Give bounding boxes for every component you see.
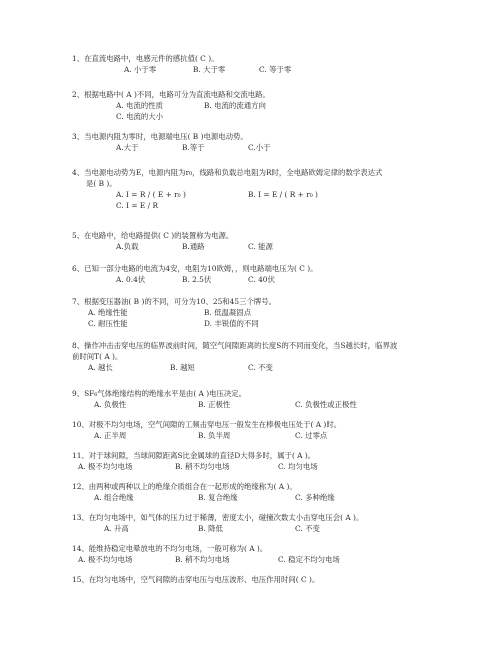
- question-options: [72, 241, 472, 252]
- option-c: C. 不变: [248, 363, 273, 372]
- question-options: [72, 142, 472, 153]
- option-b: B. 正极性: [198, 400, 231, 409]
- option-d: D. 丰锐值的不同: [204, 319, 259, 328]
- option-b: B. 越短: [170, 363, 195, 372]
- question-stem: 14、能维持稳定电晕放电的不均匀电场，一般可称为( A )。: [72, 544, 268, 553]
- question-options-row2: [72, 200, 472, 211]
- question-stem: 3、当电源内阻为零时，电源端电压( B )电源电动势。: [72, 132, 248, 141]
- question-options: [72, 554, 472, 565]
- question-options: [72, 523, 472, 534]
- question-10: [72, 419, 472, 441]
- option-a: A. 负极性: [94, 400, 127, 409]
- question-stem: 2、根据电路中( A )不同，电路可分为直流电路和交流电路。: [72, 90, 270, 99]
- question-stem: 10、对极不均匀电场，空气间隙的工频击穿电压一般发生在棒极电压处于( A )时。: [72, 420, 342, 429]
- option-b: B. 2.5伏: [182, 275, 212, 284]
- question-5: [72, 230, 472, 252]
- question-options-row2: [72, 318, 472, 329]
- option-a: A. I = R / ( E + r₀ ): [116, 190, 186, 199]
- option-c: C. 负极性或正极性: [295, 400, 357, 409]
- option-a: A. 小于零: [124, 65, 157, 74]
- option-b: B. 低温凝固点: [204, 308, 252, 317]
- option-b: B. I = E / ( R + r₀ ): [248, 190, 318, 199]
- option-c: C. 过零点: [295, 431, 328, 440]
- option-c: C.小于: [248, 143, 271, 152]
- option-b: B. 负半周: [198, 431, 231, 440]
- option-c: C. 电流的大小: [116, 112, 164, 121]
- option-c: C. 能源: [248, 242, 273, 251]
- question-8: [72, 340, 472, 373]
- question-stem: 7、根据变压器油( B )的不同，可分为10、25和45三个牌号。: [72, 297, 277, 306]
- option-a: A. 极不均匀电场: [78, 462, 133, 471]
- question-12: [72, 481, 472, 503]
- question-3: [72, 131, 472, 153]
- question-13: [72, 512, 472, 534]
- question-options: [72, 492, 472, 503]
- option-b: B. 复合绝缘: [198, 493, 238, 502]
- option-c: C. 多种绝缘: [295, 493, 335, 502]
- question-options: [72, 430, 472, 441]
- question-1: [72, 53, 472, 75]
- question-stem: 13、在均匀电场中，如气体的压力过于稀薄，密度太小，碰撞次数太小击穿电压会( A )。: [72, 513, 364, 522]
- question-stem: 4、当电源电动势为E，电源内阻为r₀，线路和负载总电阻为R时，全电路欧姆定律的数学表达式: [72, 168, 383, 177]
- option-b: B. 大于零: [193, 65, 226, 74]
- question-options: [72, 307, 472, 318]
- question-stem: 1、在直流电路中，电感元件的感抗值( C )。: [72, 54, 219, 63]
- question-4: [72, 167, 472, 211]
- question-stem: 8、操作冲击击穿电压的临界波前时间，随空气间隙距离的长度S的不同而变化，当S越长时，临界波: [72, 341, 398, 350]
- question-options: [72, 189, 472, 200]
- option-a: A. 0.4伏: [116, 275, 146, 284]
- option-a: A. 极不均匀电场: [78, 555, 133, 564]
- question-stem: 5、在电路中，给电路提供( C )的装置称为电源。: [72, 231, 234, 240]
- option-a: A. 组合绝缘: [94, 493, 134, 502]
- option-c: C. 稳定不均匀电场: [278, 555, 340, 564]
- question-stem: 15、在均匀电场中，空气间隙的击穿电压与电压波形、电压作用时间( C )。: [72, 575, 320, 584]
- question-2: [72, 89, 472, 122]
- option-b: B. 稍不均匀电场: [175, 555, 230, 564]
- question-options: [72, 362, 472, 373]
- question-14: [72, 543, 472, 565]
- option-c: C. 均匀电场: [278, 462, 318, 471]
- question-stem: 11、对于球间隙，当球间隙距离S比金属球的直径D大得多时，属于( A )。: [72, 451, 316, 460]
- option-c: C. I = E / R: [116, 201, 159, 210]
- question-stem: 12、由两种或两种以上的绝缘介质组合在一起形成的绝缘称为( A )。: [72, 482, 297, 491]
- option-c: C. 等于零: [259, 65, 292, 74]
- option-c: C. 不变: [295, 524, 320, 533]
- question-9: [72, 388, 472, 410]
- option-a: A. 正半周: [94, 431, 127, 440]
- question-options-row2: [72, 111, 472, 122]
- option-a: A.负载: [116, 242, 139, 251]
- question-options: [72, 399, 472, 410]
- question-stem: 6、已知一部分电路的电流为4安，电阻为10欧姆，，则电路端电压为( C )。: [72, 264, 318, 273]
- question-stem-continued: 是( B )。: [86, 179, 117, 188]
- option-b: B.通路: [182, 242, 205, 251]
- question-stem: 9、SF₆气体绝缘结构的绝缘水平是由( A )电压决定。: [72, 389, 247, 398]
- option-a: A. 越长: [88, 363, 113, 372]
- question-6: [72, 263, 472, 285]
- option-a: A. 升高: [104, 524, 129, 533]
- option-b: B. 稍不均匀电场: [175, 462, 230, 471]
- question-stem-continued: 前时间T( A )。: [72, 352, 123, 361]
- option-b: B. 电流的流通方向: [204, 101, 266, 110]
- question-options: [72, 100, 472, 111]
- question-options: [72, 461, 472, 472]
- question-15: [72, 574, 472, 585]
- question-options: [72, 64, 472, 75]
- option-a: A.大于: [116, 143, 139, 152]
- option-a: A. 电流的性质: [116, 101, 163, 110]
- option-b: B.等于: [182, 143, 205, 152]
- option-b: B. 降低: [198, 524, 223, 533]
- question-options: [72, 274, 472, 285]
- option-a: A. 绝缘性能: [88, 308, 128, 317]
- question-7: [72, 296, 472, 329]
- option-c: C. 耐压性能: [88, 319, 128, 328]
- question-11: [72, 450, 472, 472]
- option-c: C. 40伏: [248, 275, 275, 284]
